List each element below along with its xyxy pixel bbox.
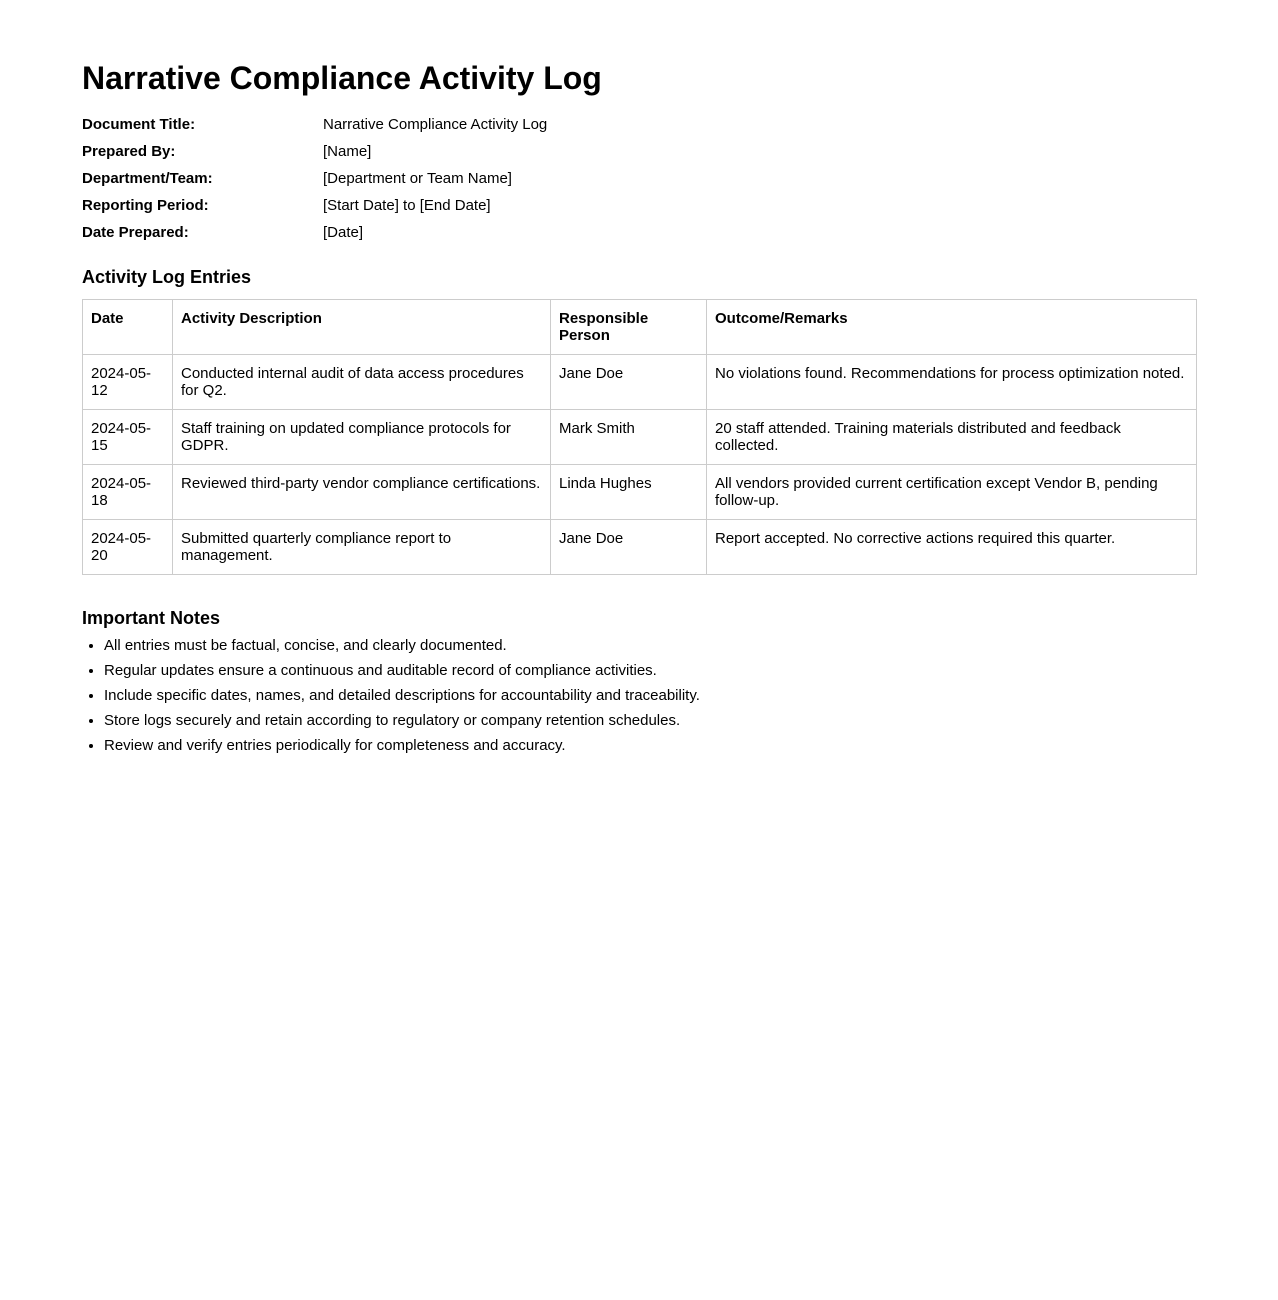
column-header-date: Date xyxy=(83,300,173,355)
list-item: • Review and verify entries periodically for completeness and accuracy. xyxy=(104,737,1196,762)
cell-person: Jane Doe xyxy=(551,520,707,575)
meta-value: [Date] xyxy=(323,224,364,241)
document-metadata xyxy=(82,116,1196,251)
cell-date: 2024-05-20 xyxy=(83,520,173,575)
meta-value: [Name] xyxy=(323,143,372,160)
meta-row-department xyxy=(82,170,1196,197)
meta-row-reporting-period xyxy=(82,197,1196,224)
column-header-activity: Activity Description xyxy=(173,300,551,355)
meta-label: Reporting Period: xyxy=(82,197,209,214)
table-row xyxy=(83,465,1197,520)
cell-person: Linda Hughes xyxy=(551,465,707,520)
meta-label: Date Prepared: xyxy=(82,224,189,241)
list-item: • Store logs securely and retain according to regulatory or company retention schedules. xyxy=(104,712,1196,737)
meta-label: Prepared By: xyxy=(82,143,176,160)
page-title: Narrative Compliance Activity Log xyxy=(82,60,602,96)
list-item: • Include specific dates, names, and detailed descriptions for accountability and traceability. xyxy=(104,687,1196,712)
meta-value: [Department or Team Name] xyxy=(323,170,512,187)
cell-person: Mark Smith xyxy=(551,410,707,465)
important-notes-heading: Important Notes xyxy=(82,608,221,628)
list-item: • All entries must be factual, concise, and clearly documented. xyxy=(104,637,1196,662)
important-notes-list xyxy=(82,637,1196,762)
list-item: • Regular updates ensure a continuous and auditable record of compliance activities. xyxy=(104,662,1196,687)
table-row xyxy=(83,355,1197,410)
table-row xyxy=(83,520,1197,575)
column-header-outcome: Outcome/Remarks xyxy=(707,300,1197,355)
activity-log-table xyxy=(82,299,1197,575)
column-header-responsible: Responsible Person xyxy=(551,300,707,355)
meta-value: Narrative Compliance Activity Log xyxy=(323,116,548,133)
meta-label: Department/Team: xyxy=(82,170,213,187)
meta-value: [Start Date] to [End Date] xyxy=(323,197,491,214)
cell-outcome: All vendors provided current certification except Vendor B, pending follow-up. xyxy=(707,465,1197,520)
cell-activity: Conducted internal audit of data access procedures for Q2. xyxy=(173,355,551,410)
cell-activity: Staff training on updated compliance protocols for GDPR. xyxy=(173,410,551,465)
activity-log-heading: Activity Log Entries xyxy=(82,267,252,287)
cell-outcome: Report accepted. No corrective actions required this quarter. xyxy=(707,520,1197,575)
cell-activity: Reviewed third-party vendor compliance certifications. xyxy=(173,465,551,520)
cell-person: Jane Doe xyxy=(551,355,707,410)
cell-date: 2024-05-15 xyxy=(83,410,173,465)
meta-label: Document Title: xyxy=(82,116,196,133)
cell-date: 2024-05-18 xyxy=(83,465,173,520)
cell-activity: Submitted quarterly compliance report to management. xyxy=(173,520,551,575)
cell-outcome: 20 staff attended. Training materials distributed and feedback collected. xyxy=(707,410,1197,465)
table-header-row xyxy=(83,300,1197,355)
cell-outcome: No violations found. Recommendations for process optimization noted. xyxy=(707,355,1197,410)
meta-row-document-title xyxy=(82,116,1196,143)
meta-row-date-prepared xyxy=(82,224,1196,251)
meta-row-prepared-by xyxy=(82,143,1196,170)
table-row xyxy=(83,410,1197,465)
cell-date: 2024-05-12 xyxy=(83,355,173,410)
